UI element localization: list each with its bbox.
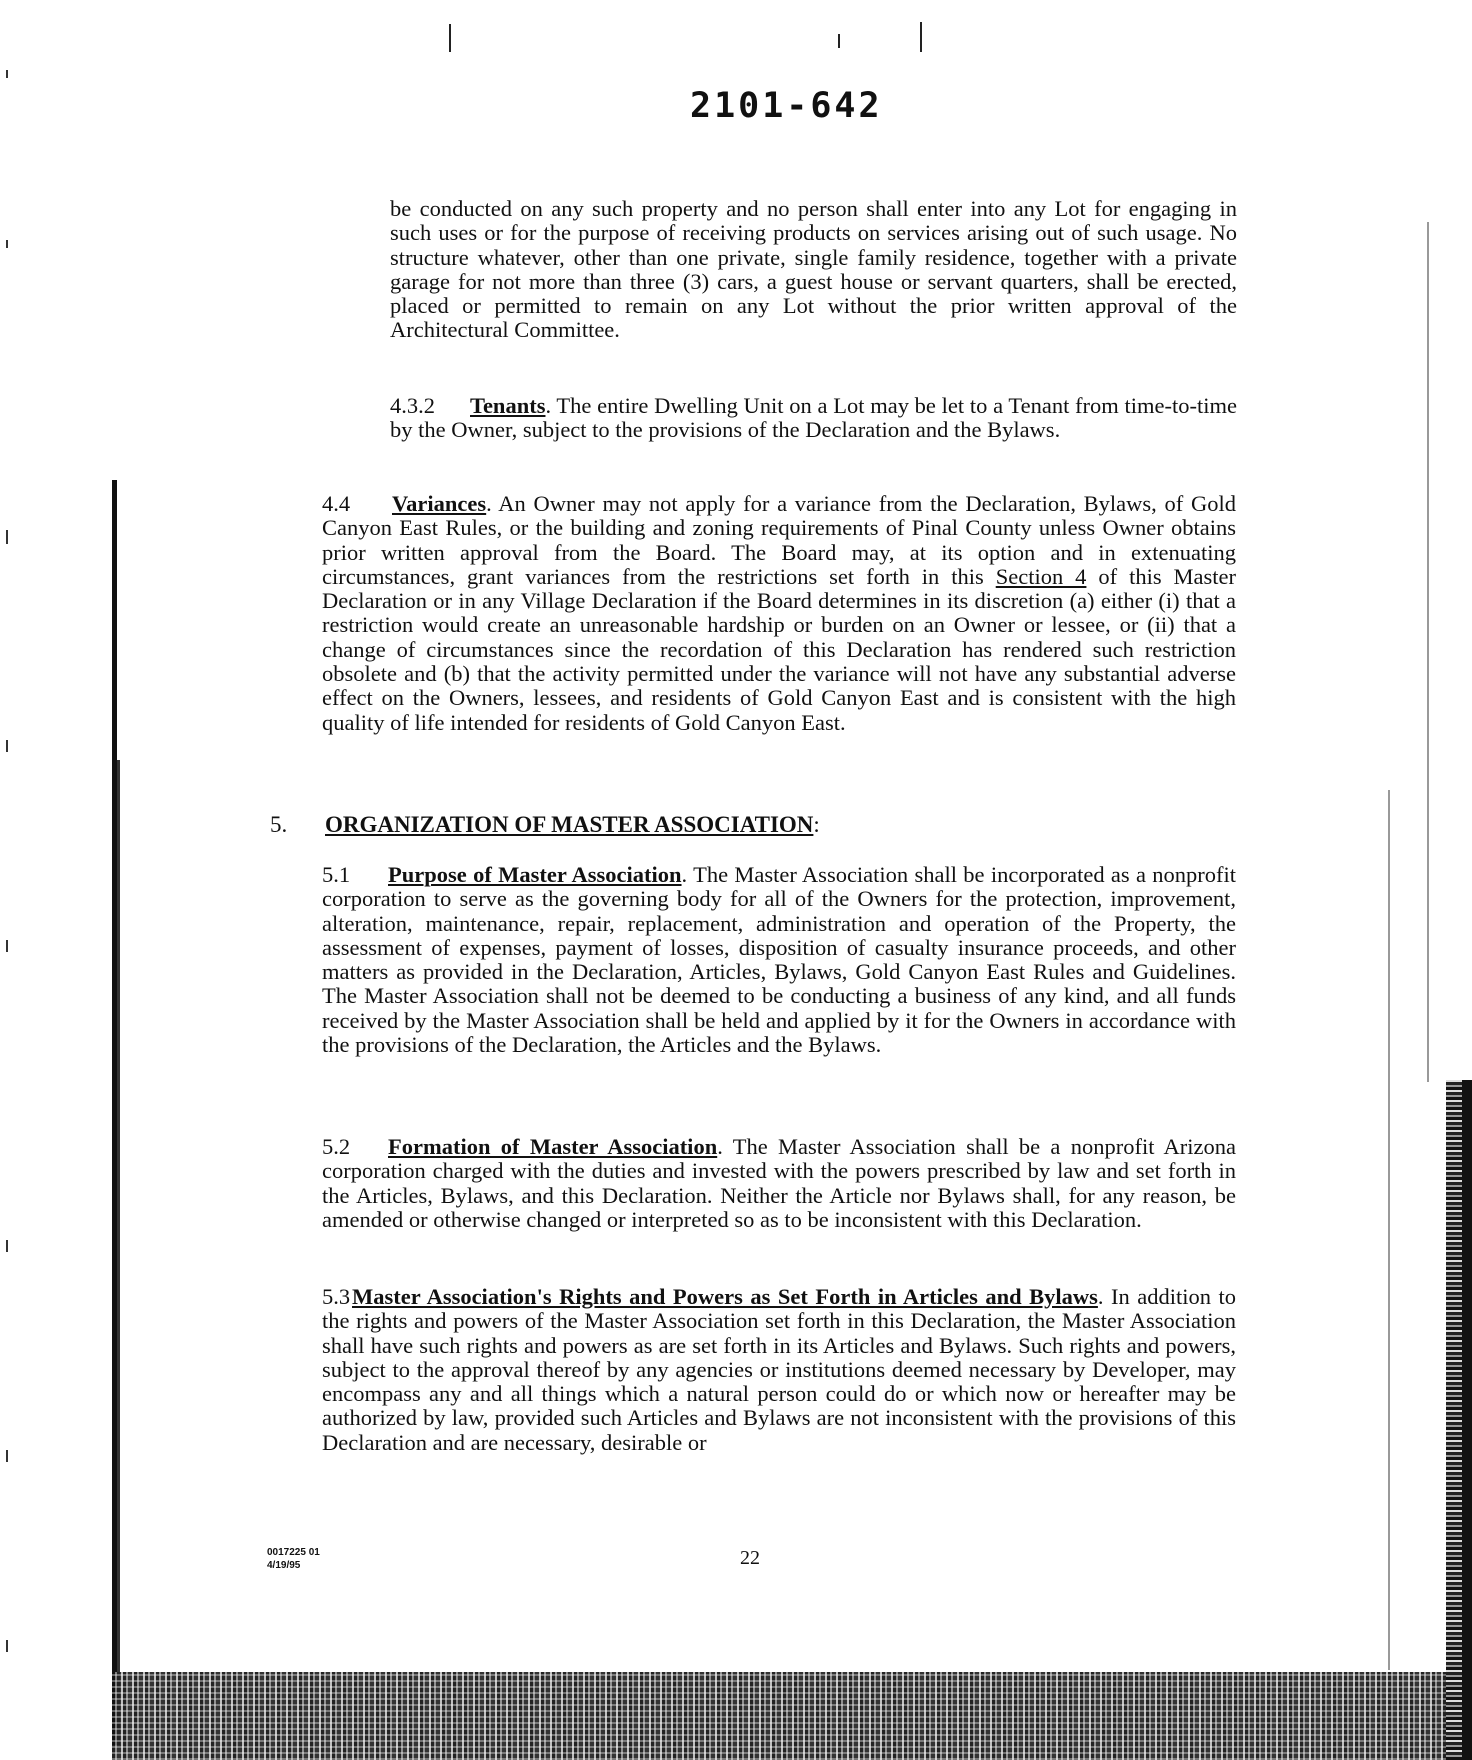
section-number: 5.1 xyxy=(322,862,351,887)
section-heading: Variances xyxy=(392,491,487,516)
section-heading: Master Association's Rights and Powers as Set Forth in Articles and Bylaws xyxy=(352,1284,1098,1309)
scan-mark-top-left xyxy=(449,24,451,52)
scan-speck xyxy=(6,740,8,752)
footer-date: 4/19/95 xyxy=(267,1560,301,1571)
section-heading: Purpose of Master Association xyxy=(388,862,682,887)
section-heading: Formation of Master Association xyxy=(388,1134,718,1159)
section-reference: Section 4 xyxy=(995,563,1087,589)
section-number: 5.2 xyxy=(322,1134,351,1159)
section-4-3-2 xyxy=(390,394,1237,443)
scan-speck xyxy=(6,70,8,78)
section-text: . The Master Association shall be a nonprofit Arizona corporation charged with the duties and invested with the powers prescribed by law and set forth in the Articles, Bylaws, and this Declaration. Neither the Article nor Bylaws shall, for any reason, be amended or otherwise changed or interpreted so as to be inconsistent with this Declaration. xyxy=(322,1134,1236,1232)
section-text: . The entire Dwelling Unit on a Lot may be let to a Tenant from time-to-time by the Owner, subject to the provisions of the Declaration and the Bylaws. xyxy=(390,393,1237,443)
document-number: 2101-642 xyxy=(690,86,883,126)
section-text: . The Master Association shall be incorporated as a nonprofit corporation to serve as the governing body for all of the Owners for the protection, improvement, alteration, maintenance, repair, replacement, administration and operation of the Property, the assessment of expenses, payment of losses, disposition of casualty insurance proceeds, and other matters as provided in the Declaration, Articles, Bylaws, Gold Canyon East Rules and Guidelines. The Master Association shall not be deemed to be conducting a business of any kind, and all funds received by the Master Association shall be held and applied by it for the Owners in accordance with the provisions of the Declaration, the Articles and the Bylaws. xyxy=(322,862,1236,1058)
scan-speck xyxy=(6,940,8,952)
scan-mark-top-center xyxy=(838,34,840,48)
scan-speck xyxy=(6,1450,8,1462)
scan-speck xyxy=(6,1240,8,1252)
section-5-2 xyxy=(322,1135,1236,1232)
section-text-continued: of this Master Declaration or in any Village Declaration if the Board determines in its discretion (a) either (i) that a restriction would create an unreasonable hardship or burden on an Owner or lessee, or (ii) that a change of circumstances since the recordation of this Declaration has rendered such restriction obsolete and (b) that the activity permitted under the variance will not have any substantial adverse effect on the Owners, lessees, and residents of Gold Canyon East and is consistent with the high quality of life intended for residents of Gold Canyon East. xyxy=(322,563,1237,735)
footer-code: 0017225 01 xyxy=(267,1547,320,1558)
continuation-paragraph: be conducted on any such property and no person shall enter into any Lot for engaging in such uses or for the purpose of receiving products on services arising out of such usage. No structure whatever, other than one private, single family residence, together with a private garage for not more than three (3) cars, a guest house or servant quarters, shall be erected, placed or permitted to remain on any Lot without the prior written approval of the Architectural Committee. xyxy=(390,196,1237,343)
scan-speck xyxy=(6,1640,8,1652)
section-title: ORGANIZATION OF MASTER ASSOCIATION xyxy=(325,812,814,837)
section-title-suffix: : xyxy=(813,812,820,837)
section-5-1 xyxy=(322,863,1236,1057)
section-number: 4.3.2 xyxy=(390,393,435,418)
section-number: 4.4 xyxy=(322,491,351,516)
scan-line-far-right xyxy=(1427,222,1429,1082)
section-number: 5.3 xyxy=(322,1284,351,1309)
section-4-4 xyxy=(322,492,1236,735)
scan-mark-top-right xyxy=(920,22,922,52)
section-heading: Tenants xyxy=(470,393,546,418)
scan-noise-bottom-overlay xyxy=(112,1672,1472,1760)
scan-edge-left-inner xyxy=(117,760,120,1745)
page-number: 22 xyxy=(740,1547,760,1569)
section-5-heading xyxy=(270,812,1170,838)
section-5-3 xyxy=(322,1285,1236,1455)
scan-line-right xyxy=(1388,790,1390,1670)
scan-speck xyxy=(6,240,8,248)
scan-speck xyxy=(6,530,8,544)
section-text: . An Owner may not apply for a variance from the Declaration, Bylaws, of Gold Canyon East Rules, or the building and zoning requirements of Pinal County unless Owner obtains prior written approval from the Board. The Board may, at its option and in extenuating circumstances, grant variances from the restrictions set forth in this xyxy=(322,491,1236,589)
scan-edge-right xyxy=(1462,1080,1472,1760)
section-number: 5. xyxy=(270,812,288,837)
section-text: . In addition to the rights and powers of the Master Association set forth in this Declaration, the Master Association shall have such rights and powers as are set forth in its Articles and Bylaws. Such rights and powers, subject to the approval thereof by any agencies or institutions deemed necessary by Developer, may encompass any and all things which a natural person could do or which now or hereafter may be authorized by law, provided such Articles and Bylaws are not inconsistent with the provisions of this Declaration and are necessary, desirable or xyxy=(322,1284,1237,1455)
footer-document-code xyxy=(267,1546,320,1572)
